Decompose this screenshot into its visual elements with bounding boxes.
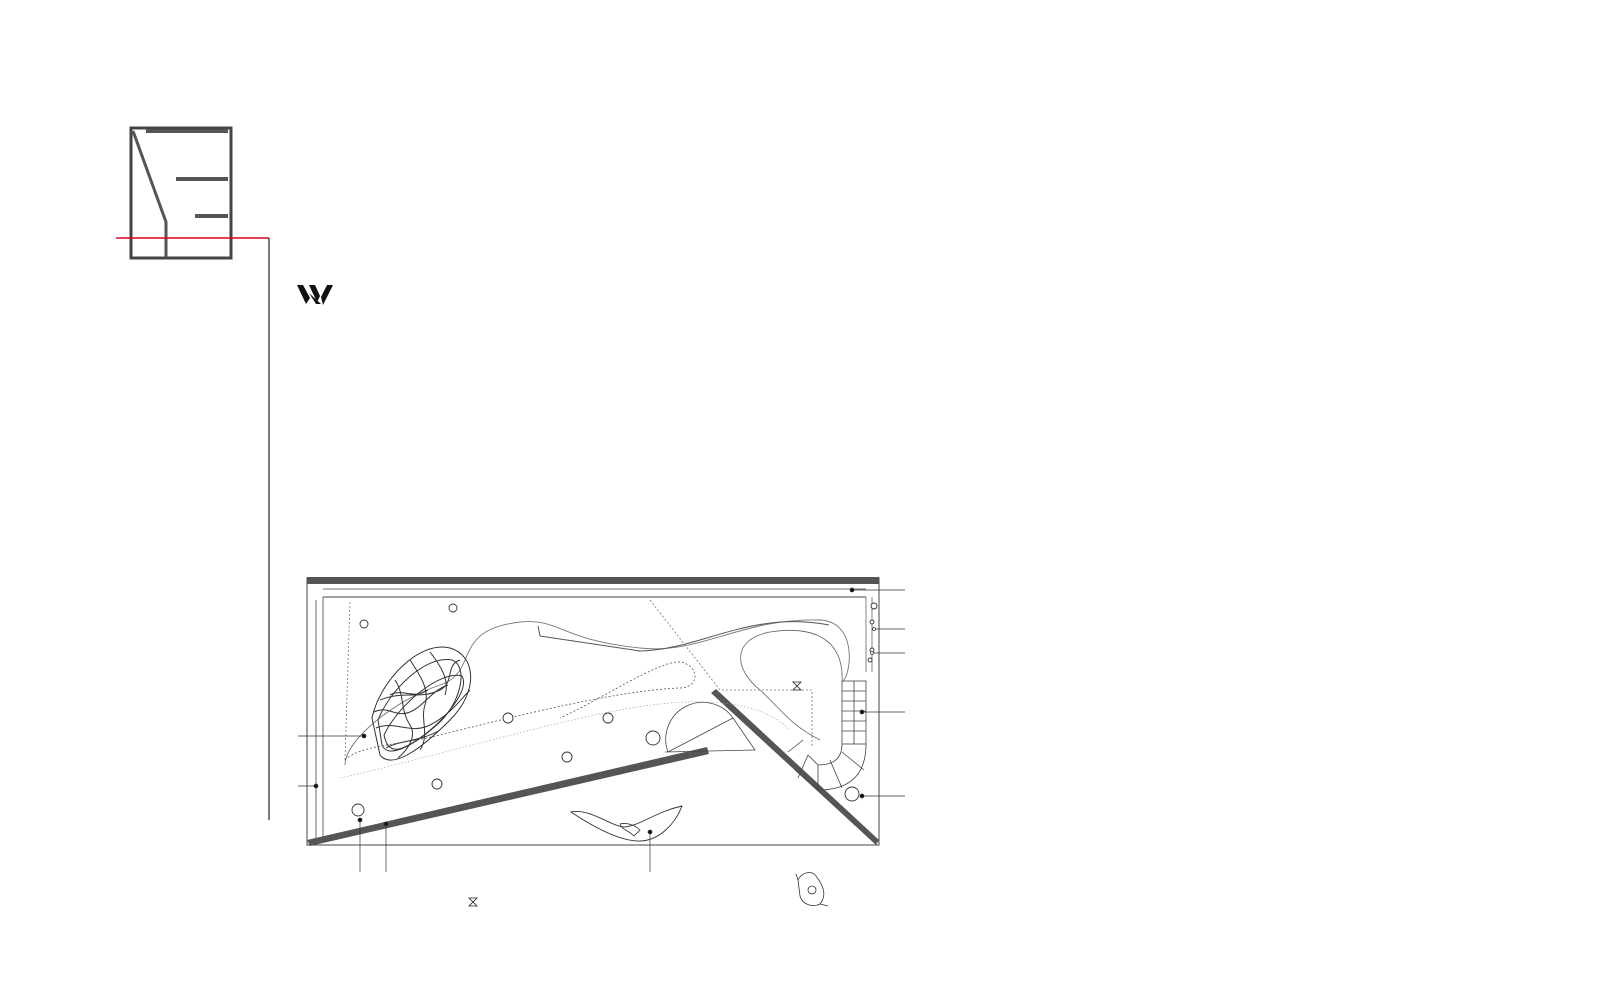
- boa-sofa: [372, 647, 471, 760]
- key-plan: [116, 128, 269, 820]
- person-figure: [796, 873, 828, 906]
- north-arrow-logo: [297, 285, 333, 305]
- elevation-upper: [793, 682, 801, 690]
- round-elements: [352, 603, 877, 816]
- elevation-lower: [469, 898, 477, 906]
- ground-floor-plan: [298, 577, 905, 906]
